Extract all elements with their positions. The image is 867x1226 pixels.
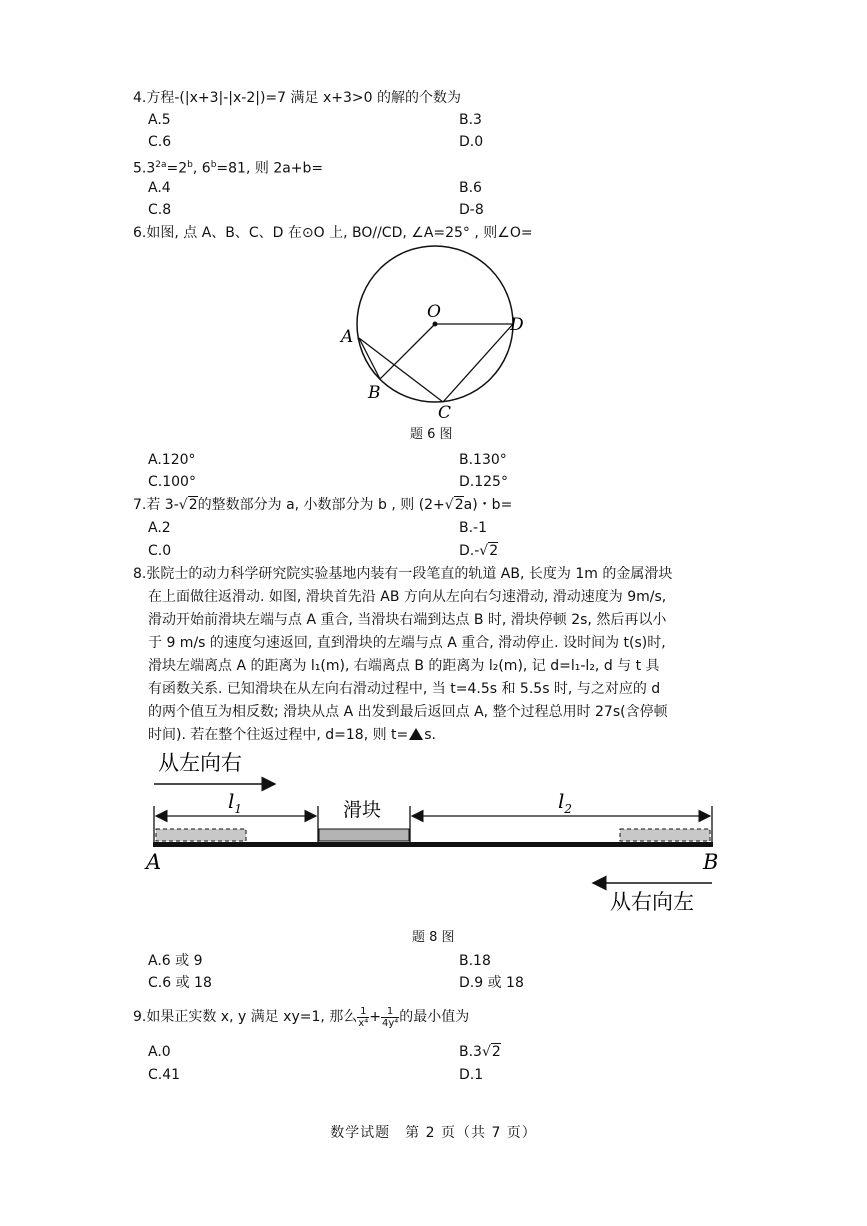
ghost-slider-left <box>156 829 246 841</box>
q8-line-3: 滑动开始前滑块左端与点 A 重合, 当滑块右端到达点 B 时, 滑块停顿 2s, 然后再以小 <box>148 612 667 628</box>
q7-stem: 7.若 3-√2的整数部分为 a, 小数部分为 b , 则 (2+√2a)・b= <box>133 497 513 513</box>
q7-option-a: A.2 <box>148 520 171 536</box>
q8-track-figure <box>140 748 740 918</box>
q7-option-d: D.-√2 <box>459 543 499 559</box>
q5-option-a: A.4 <box>148 180 171 196</box>
q4-option-a: A.5 <box>148 112 171 128</box>
label-l2: $l_2$ <box>558 789 573 816</box>
q8-option-a: A.6 或 9 <box>148 953 203 969</box>
q9-option-c: C.41 <box>148 1067 181 1083</box>
q9-f1-numerator: 1 <box>357 1006 369 1018</box>
q9-f2-numerator: 1 <box>381 1006 399 1018</box>
label-slider: 滑块 <box>343 799 382 821</box>
q9-fraction-2 <box>381 1006 399 1029</box>
q8-option-d: D.9 或 18 <box>459 975 524 991</box>
q4-option-d: D.0 <box>459 134 484 150</box>
q8-line-2: 在上面做往返滑动. 如图, 滑块首先沿 AB 方向从左向右匀速滑动, 滑动速度为 9m/s, <box>148 589 667 605</box>
q4-option-b: B.3 <box>459 112 482 128</box>
q9-option-b-pre: B.3 <box>459 1044 482 1060</box>
q9-fraction-1 <box>357 1006 369 1029</box>
track-ab <box>153 842 713 847</box>
q5-rest: =81, 则 2a+b= <box>216 160 324 177</box>
q5-option-c: C.8 <box>148 202 172 218</box>
ghost-slider-right <box>620 829 710 841</box>
answer-blank-triangle-icon <box>409 728 423 740</box>
q9-stem <box>133 1003 469 1031</box>
q5-exponent-3: b <box>210 160 217 170</box>
segment-ob <box>380 324 435 379</box>
label-right-to-left: 从右向左 <box>610 890 694 914</box>
q7-option-c: C.0 <box>148 543 172 559</box>
q6-option-a: A.120° <box>148 452 196 468</box>
q6-caption: 题 6 图 <box>410 427 453 442</box>
q8-option-c: C.6 或 18 <box>148 975 212 991</box>
label-o: O <box>427 302 441 322</box>
label-left-to-right: 从左向右 <box>158 751 242 775</box>
q7-option-d-pre: D.- <box>459 543 480 559</box>
q7-post: a)・b= <box>463 497 513 513</box>
q5-eq: =2 <box>166 160 188 177</box>
q6-option-b: B.130° <box>459 452 507 468</box>
q4-option-c: C.6 <box>148 134 172 150</box>
q8-line-8-text: 时间). 若在整个往返过程中, d=18, 则 t= <box>148 727 409 743</box>
q9-option-a: A.0 <box>148 1044 171 1060</box>
q5-option-d: D-8 <box>459 202 484 218</box>
q7-option-b: B.-1 <box>459 520 488 536</box>
q6-stem: 6.如图, 点 A、B、C、D 在⊙O 上, BO//CD, ∠A=25° , 则∠O= <box>133 225 533 241</box>
q8-line-1: 8.张院士的动力科学研究院实验基地内装有一段笔直的轨道 AB, 长度为 1m 的金属滑块 <box>133 566 673 582</box>
q9-option-b: B.3√2 <box>459 1044 501 1060</box>
q7-radicand-1: 2 <box>188 497 198 513</box>
q8-line-8 <box>148 725 436 745</box>
q8-option-b: B.18 <box>459 953 491 969</box>
q7-pre: 7.若 3- <box>133 497 179 513</box>
q9-f2-denominator: 4y⁴ <box>381 1017 399 1029</box>
q6-option-d: D.125° <box>459 474 508 490</box>
q9-option-b-radicand: 2 <box>491 1044 501 1060</box>
label-a: A <box>341 327 354 347</box>
q7-mid: 的整数部分为 a, 小数部分为 b , 则 (2+ <box>197 497 445 513</box>
q5-exponent-1: 2a <box>155 160 167 170</box>
q7-option-d-radicand: 2 <box>489 543 499 559</box>
q8-caption: 题 8 图 <box>412 930 455 945</box>
slider-block <box>319 829 409 841</box>
q9-plus: + <box>369 1009 381 1025</box>
label-l1: $l_1$ <box>228 789 243 816</box>
q4-stem: 4.方程-(|x+3|-|x-2|)=7 满足 x+3>0 的解的个数为 <box>133 90 461 106</box>
q5-mid: , 6 <box>192 160 211 177</box>
q8-line-5: 滑块左端离点 A 的距离为 l₁(m), 右端离点 B 的距离为 l₂(m), 记 d=l₁-l₂, d 与 t 具 <box>148 658 660 674</box>
q5-number: 5. <box>133 160 147 177</box>
label-a-point: A <box>146 850 162 874</box>
q8-line-4: 于 9 m/s 的速度匀速返回, 直到滑块的左端与点 A 重合, 滑动停止. 设时间为 t(s)时, <box>148 635 666 651</box>
q5-option-b: B.6 <box>459 180 482 196</box>
q5-exponent-2: b <box>187 160 193 170</box>
q6-option-c: C.100° <box>148 474 196 490</box>
label-b: B <box>368 383 381 403</box>
label-d: D <box>510 315 524 335</box>
q6-circle-figure <box>330 232 550 432</box>
label-b-point: B <box>703 850 719 874</box>
q5-base: 3 <box>146 160 156 177</box>
q8-blank-suffix: s. <box>424 727 437 743</box>
page-footer: 数学试题 第 2 页（共 7 页） <box>330 1125 537 1141</box>
q9-f1-denominator: x⁴ <box>358 1017 369 1029</box>
q9-pre: 9.如果正实数 x, y 满足 xy=1, 那么 <box>133 1009 358 1025</box>
q8-line-7: 的两个值互为相反数; 滑块从点 A 出发到最后返回点 A, 整个过程总用时 27s(含停顿 <box>148 704 668 720</box>
segment-ab <box>359 338 380 379</box>
q9-option-d: D.1 <box>459 1067 484 1083</box>
q7-radicand-2: 2 <box>454 497 464 513</box>
q5-stem <box>133 155 323 179</box>
label-c: C <box>438 403 452 423</box>
q8-line-6: 有函数关系. 已知滑块在从左向右滑动过程中, 当 t=4.5s 和 5.5s 时, 与之对应的 d <box>148 681 661 697</box>
q9-post: 的最小值为 <box>399 1009 470 1025</box>
